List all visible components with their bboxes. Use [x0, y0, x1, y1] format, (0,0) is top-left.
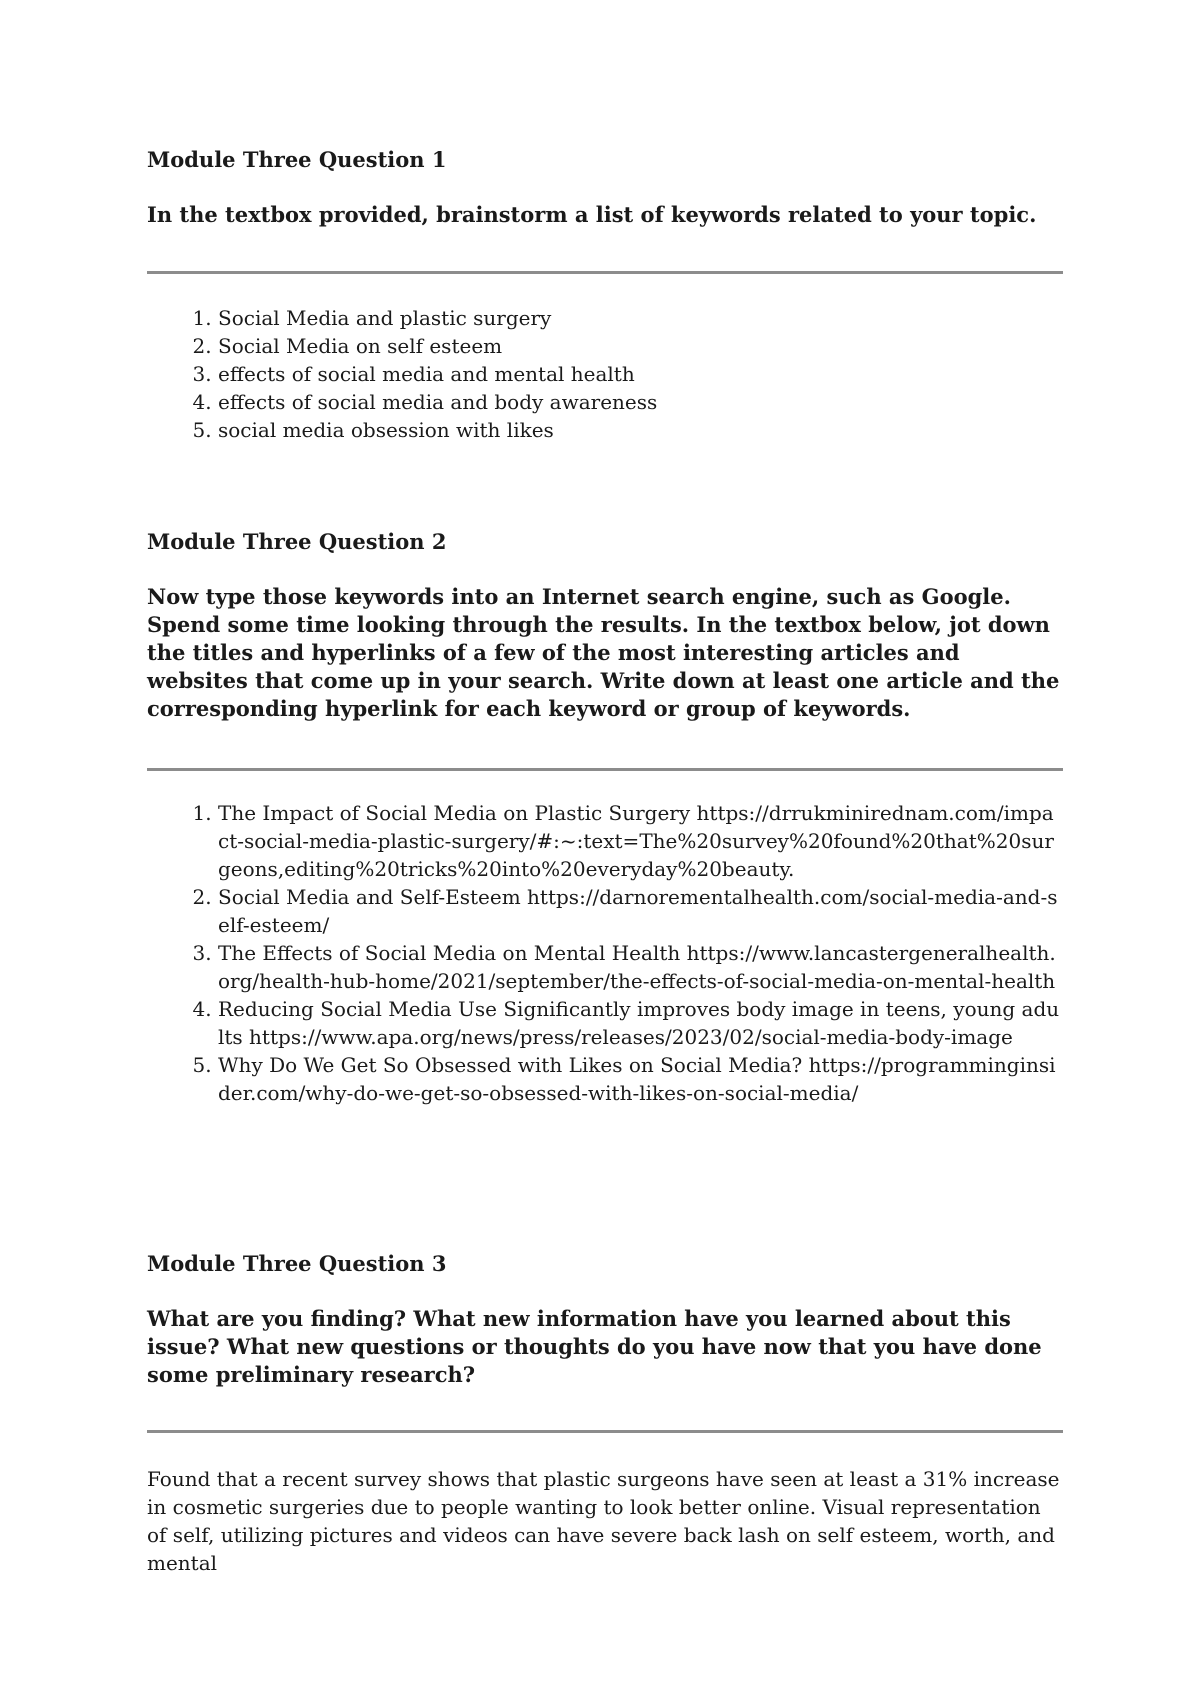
list-item: 5. social media obsession with likes: [218, 416, 1063, 444]
question-prompt: Now type those keywords into an Internet search engine, such as Google. Spend some time looking through the results. In the textbox below, jot down the titles and hyperlinks of a few of the most interesting articles and websites that come up in your search. Write down at least one article and the corresponding hyperlink for each keyword or group of keywords.: [147, 584, 1060, 721]
list-item: 3. effects of social media and mental health: [218, 360, 1063, 388]
list-item: 5. Why Do We Get So Obsessed with Likes on Social Media? https://programminginsider.com/why-do-we-get-so-obsessed-with-likes-on-social-media/: [218, 1051, 1063, 1107]
question-2-section: [147, 528, 1063, 723]
question-title: Module Three Question 3: [147, 1251, 447, 1276]
question-3-section: [147, 1250, 1063, 1389]
list-item: 4. effects of social media and body awareness: [218, 388, 1063, 416]
list-item: 2. Social Media and Self-Esteem https://darnorementalhealth.com/social-media-and-self-esteem/: [218, 883, 1063, 939]
question-title: Module Three Question 2: [147, 529, 447, 554]
question-prompt: What are you finding? What new information have you learned about this issue? What new questions or thoughts do you have now that you have done some preliminary research?: [147, 1306, 1042, 1387]
answer-text[interactable]: Found that a recent survey shows that plastic surgeons have seen at least a 31% increase in cosmetic surgeries due to people wanting to look better online. Visual representation of self, utilizing pictures and videos can have severe back lash on self esteem, worth, and mental: [147, 1467, 1060, 1575]
textbox-divider: [147, 768, 1063, 771]
question-title: Module Three Question 1: [147, 147, 447, 172]
question-prompt: In the textbox provided, brainstorm a list of keywords related to your topic.: [147, 202, 1037, 227]
keyword-list[interactable]: [147, 304, 1063, 444]
question-1-section: [147, 146, 1063, 229]
list-item: 1. The Impact of Social Media on Plastic Surgery https://drrukminirednam.com/impact-social-media-plastic-surgery/#:~:text=The%20survey%20found%20that%20surgeons,editing%20tricks%20into%20everyday%20beauty.: [218, 799, 1063, 883]
list-item: 1. Social Media and plastic surgery: [218, 304, 1063, 332]
textbox-divider: [147, 1430, 1063, 1433]
list-item: 2. Social Media on self esteem: [218, 332, 1063, 360]
article-list[interactable]: [147, 799, 1063, 1107]
textbox-divider: [147, 271, 1063, 274]
list-item: 3. The Effects of Social Media on Mental Health https://www.lancastergeneralhealth.org/health-hub-home/2021/september/the-effects-of-social-media-on-mental-health: [218, 939, 1063, 995]
list-item: 4. Reducing Social Media Use Significantly improves body image in teens, young adults https://www.apa.org/news/press/releases/2023/02/social-media-body-image: [218, 995, 1063, 1051]
